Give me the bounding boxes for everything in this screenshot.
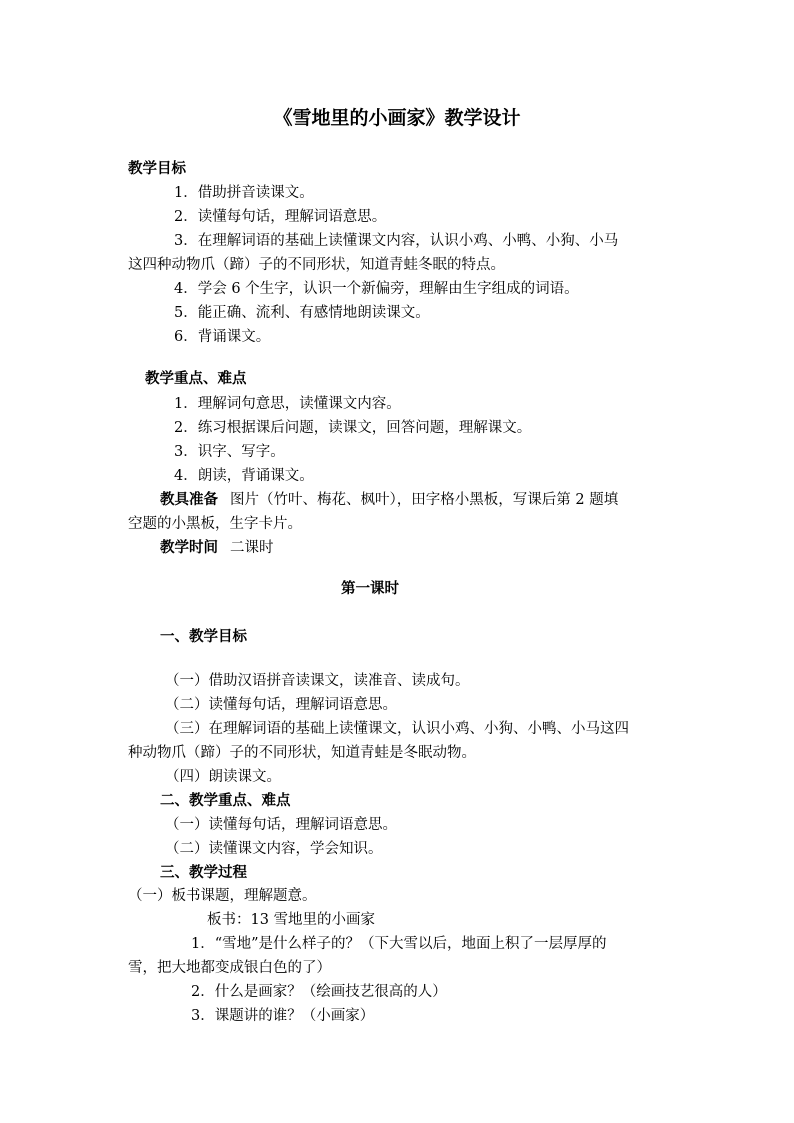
document-title: 《雪地里的小画家》教学设计 bbox=[273, 107, 521, 129]
materials-text-cont: 空题的小黑板，生字卡片。 bbox=[128, 516, 302, 532]
goal-item: 2．读懂每句话，理解词语意思。 bbox=[174, 209, 387, 225]
goal-item: 4．学会 6 个生字，认识一个新偏旁，理解由生字组成的词语。 bbox=[174, 281, 579, 297]
section1-item: （一）借助汉语拼音读课文，读准音、读成句。 bbox=[165, 673, 470, 689]
materials-line bbox=[160, 491, 618, 509]
section1-item-cont: 种动物爪（蹄）子的不同形状，知道青蛙是冬眠动物。 bbox=[128, 745, 476, 761]
key-points-heading: 教学重点、难点 bbox=[145, 370, 247, 387]
goal-item: 6．背诵课文。 bbox=[174, 329, 271, 345]
section2-item: （二）读懂课文内容，学会知识。 bbox=[165, 841, 383, 857]
section2-heading: 二、教学重点、难点 bbox=[160, 792, 291, 809]
section3-subheading: （一）板书课题，理解题意。 bbox=[128, 888, 317, 904]
question-item: 1．“雪地”是什么样子的？（下大雪以后，地面上积了一层厚厚的 bbox=[191, 936, 607, 952]
goal-item: 5．能正确、流利、有感情地朗读课文。 bbox=[174, 305, 430, 321]
materials-text: 图片（竹叶、梅花、枫叶），田字格小黑板，写课后第 2 题填 bbox=[230, 492, 619, 508]
goal-item: 3．在理解词语的基础上读懂课文内容，认识小鸡、小鸭、小狗、小马 bbox=[174, 233, 619, 249]
materials-label: 教具准备 bbox=[160, 491, 218, 508]
section1-heading: 一、教学目标 bbox=[160, 628, 247, 645]
goals-heading: 教学目标 bbox=[128, 160, 186, 177]
key-point-item: 4．朗读，背诵课文。 bbox=[174, 468, 314, 484]
section1-item: （三）在理解词语的基础上读懂课文，认识小鸡、小狗、小鸭、小马这四 bbox=[165, 721, 629, 737]
key-point-item: 1．理解词句意思，读懂课文内容。 bbox=[174, 396, 401, 412]
goal-item-cont: 这四种动物爪（蹄）子的不同形状，知道青蛙冬眠的特点。 bbox=[128, 257, 505, 273]
section1-item: （二）读懂每句话，理解词语意思。 bbox=[165, 697, 397, 713]
time-label: 教学时间 bbox=[160, 539, 218, 556]
key-point-item: 2．练习根据课后问题，读课文，回答问题，理解课文。 bbox=[174, 420, 532, 436]
time-text: 二课时 bbox=[230, 540, 274, 556]
question-item: 3．课题讲的谁？（小画家） bbox=[191, 1008, 375, 1024]
board-text: 板书：13 雪地里的小画家 bbox=[207, 912, 376, 928]
question-item-cont: 雪，把大地都变成银白色的了） bbox=[128, 960, 331, 976]
goal-item: 1．借助拼音读课文。 bbox=[174, 185, 314, 201]
section1-item: （四）朗读课文。 bbox=[165, 769, 281, 785]
question-item: 2．什么是画家？（绘画技艺很高的人） bbox=[191, 984, 447, 1000]
time-line bbox=[160, 539, 274, 557]
section2-item: （一）读懂每句话，理解词语意思。 bbox=[165, 817, 397, 833]
key-point-item: 3．识字、写字。 bbox=[174, 444, 285, 460]
section3-heading: 三、教学过程 bbox=[160, 864, 247, 881]
lesson1-heading: 第一课时 bbox=[341, 580, 399, 597]
